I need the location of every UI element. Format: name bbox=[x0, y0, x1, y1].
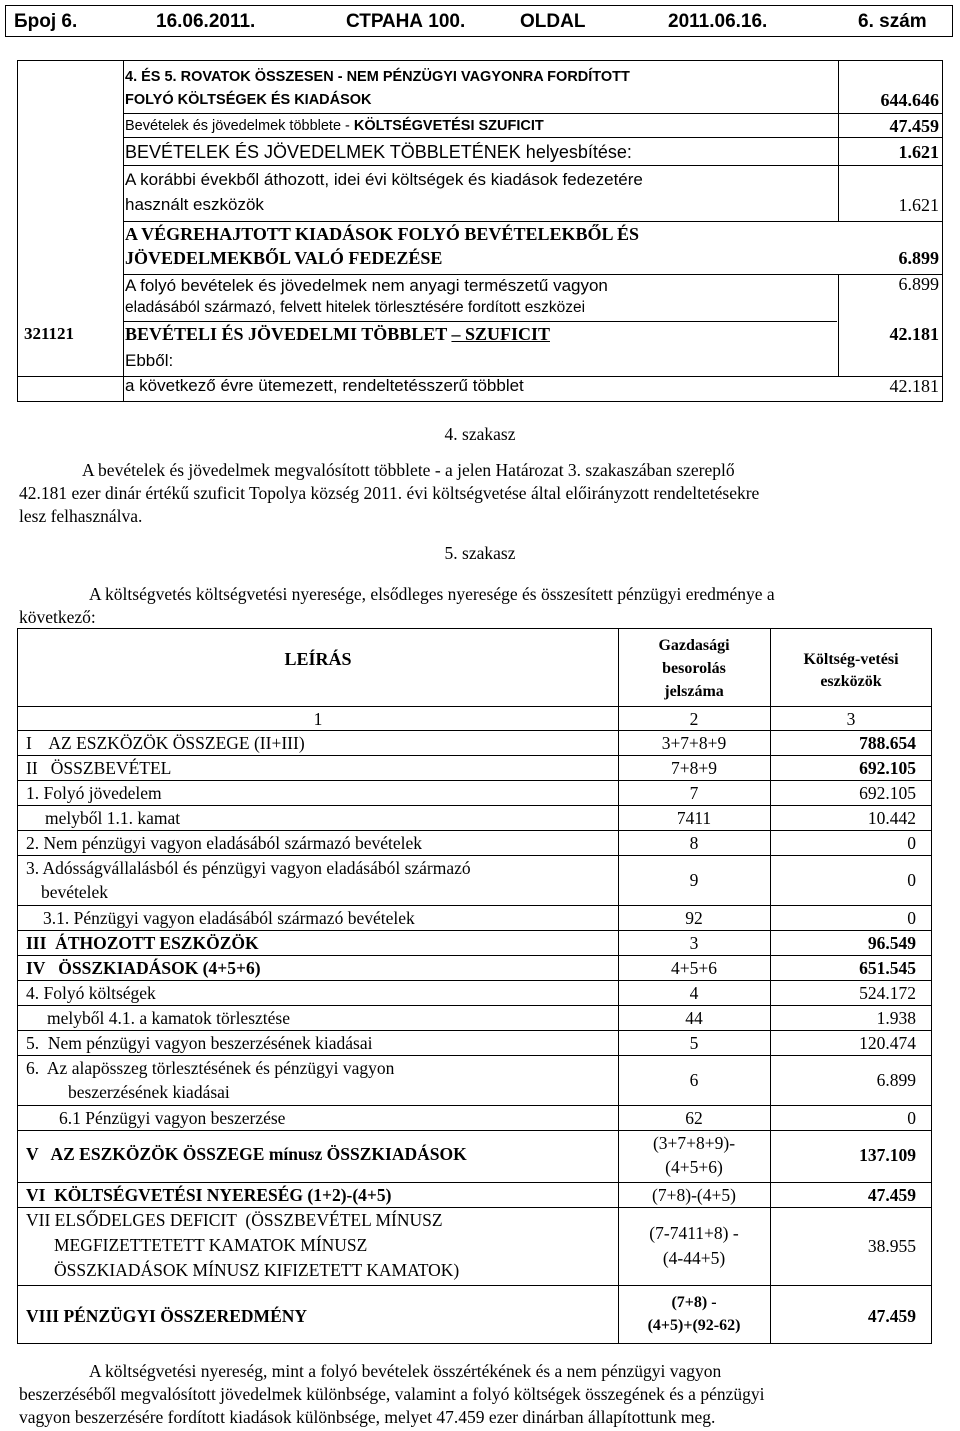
row-label-cont: a következő évre ütemezett, rendeltetésszerű többlet bbox=[125, 376, 524, 395]
table-row: VIII PÉNZÜGYI ÖSSZEREDMÉNY (7+8) - (4+5)+(92-62) 47.459 bbox=[18, 1285, 931, 1344]
closing-line3: vagyon beszerzésére fordított kiadások különbsége, melyet 47.459 ezer dinárban állapítottunk meg. bbox=[19, 1407, 716, 1427]
row-value: 47.459 bbox=[889, 116, 939, 136]
table-row: 2. Nem pénzügyi vagyon eladásából származó bevételek 8 0 bbox=[18, 830, 931, 856]
table-row: melyből 1.1. kamat 7411 10.442 bbox=[18, 805, 931, 831]
row-label: A korábbi évekből áthozott, idei évi költségek és kiadások fedezetére bbox=[125, 170, 643, 189]
table-row: V AZ ESZKÖZÖK ÖSSZEGE mínusz ÖSSZKIADÁSOK (3+7+8+9)- (4+5+6) 137.109 bbox=[18, 1130, 931, 1183]
head-code-l2: besorolás bbox=[662, 660, 726, 677]
table-row: 4. Folyó költségek 4 524.172 bbox=[18, 980, 931, 1006]
row-label: Ebből: bbox=[125, 351, 174, 370]
row-code: 321121 bbox=[24, 324, 75, 343]
head-code-l3: jelszáma bbox=[664, 683, 724, 700]
section-4-line1: A bevételek és jövedelmek megvalósított többlete - a jelen Határozat 3. szakaszában szereplő bbox=[82, 460, 735, 480]
row-value: 6.899 bbox=[898, 274, 939, 294]
row-value: 42.181 bbox=[889, 324, 939, 344]
section-5-line2: következő: bbox=[19, 607, 96, 627]
row-value: 42.181 bbox=[889, 376, 939, 396]
row-value: 1.621 bbox=[898, 142, 939, 162]
closing-line1: A költségvetési nyereség, mint a folyó bevételek összértékének és a nem pénzügyi vagyon bbox=[89, 1361, 722, 1381]
table-row: II ÖSSZBEVÉTEL 7+8+9 692.105 bbox=[18, 755, 931, 781]
header-strana: СТРАНА 100. bbox=[346, 11, 466, 32]
row-label: 4. ÉS 5. ROVATOK ÖSSZESEN - NEM PÉNZÜGYI VAGYONRA FORDÍTOTT bbox=[125, 69, 630, 85]
row-label: BEVÉTELI ÉS JÖVEDELMI TÖBBLET – SZUFICIT bbox=[125, 324, 550, 344]
table-row: I AZ ESZKÖZÖK ÖSSZEGE (II+III) 3+7+8+9 788.654 bbox=[18, 730, 931, 756]
header-oldal: OLDAL bbox=[520, 11, 586, 32]
row-value: 644.646 bbox=[880, 90, 939, 110]
table-row: VI KÖLTSÉGVETÉSI NYERESÉG (1+2)-(4+5) (7+8)-(4+5) 47.459 bbox=[18, 1182, 931, 1208]
table-row: 5. Nem pénzügyi vagyon beszerzésének kiadásai 5 120.474 bbox=[18, 1030, 931, 1056]
section-4-title: 4. szakasz bbox=[444, 424, 516, 444]
section-5-title: 5. szakasz bbox=[444, 543, 516, 563]
row-value: 6.899 bbox=[898, 248, 939, 268]
closing-line2: beszerzéséből megvalósított jövedelmek különbsége, valamint a folyó költségek összegének és a pénzügyi bbox=[19, 1384, 765, 1404]
header-szam: 6. szám bbox=[858, 11, 927, 32]
table-row: VII ELSŐDELGES DEFICIT (ÖSSZBEVÉTEL MÍNUSZ MEGFIZETTETETT KAMATOK MÍNUSZ ÖSSZKIADÁSOK MÍNUSZ KIFIZETETT KAMATOK) (7-7411+8) - (4-44+5) 38.955 bbox=[18, 1207, 931, 1286]
table-row: 6. Az alapösszeg törlesztésének és pénzügyi vagyon beszerzésének kiadásai 6 6.899 bbox=[18, 1055, 931, 1106]
results-table bbox=[17, 628, 932, 1344]
section-4-line3: lesz felhasználva. bbox=[19, 506, 143, 526]
head-code-l1: Gazdasági bbox=[658, 637, 730, 654]
head-value-l2: eszközök bbox=[820, 673, 882, 690]
table-row: 1 2 3 bbox=[18, 706, 931, 731]
table-row: 3. Adósságvállalásból és pénzügyi vagyon eladásából származó bevételek 9 0 bbox=[18, 855, 931, 906]
page-header bbox=[5, 5, 953, 37]
head-value-l1: Költség-vetési bbox=[803, 651, 899, 668]
table-row: IV ÖSSZKIADÁSOK (4+5+6) 4+5+6 651.545 bbox=[18, 955, 931, 981]
summary-table bbox=[17, 60, 943, 402]
row-label: Bevételek és jövedelmek többlete - KÖLTSÉGVETÉSI SZUFICIT bbox=[125, 118, 544, 134]
table-row: 6.1 Pénzügyi vagyon beszerzése 62 0 bbox=[18, 1105, 931, 1131]
header-date-sr: 16.06.2011. bbox=[156, 11, 256, 32]
row-value: 1.621 bbox=[898, 195, 939, 215]
table-row: melyből 4.1. a kamatok törlesztése 44 1.938 bbox=[18, 1005, 931, 1031]
row-label-cont: JÖVEDELMEKBŐL VALÓ FEDEZÉSE bbox=[125, 248, 443, 268]
row-label: A folyó bevételek és jövedelmek nem anyagi természetű vagyon bbox=[125, 276, 608, 295]
row-label-cont: FOLYÓ KÖLTSÉGEK ÉS KIADÁSOK bbox=[125, 92, 372, 108]
section-5-line1: A költségvetés költségvetési nyeresége, elsődleges nyeresége és összesített pénzügyi eredménye a bbox=[89, 584, 775, 604]
table-row: 3.1. Pénzügyi vagyon eladásából származó bevételek 92 0 bbox=[18, 905, 931, 931]
header-broj: Број 6. bbox=[14, 11, 78, 32]
row-label-cont: használt eszközök bbox=[125, 195, 264, 214]
table-row: III ÁTHOZOTT ESZKÖZÖK 3 96.549 bbox=[18, 930, 931, 956]
section-4-line2: 42.181 ezer dinár értékű szuficit Topolya község 2011. évi költségvetése által előirányzott rendeltetésekre bbox=[19, 483, 760, 503]
row-label: BEVÉTELEK ÉS JÖVEDELMEK TÖBBLETÉNEK helyesbítése: bbox=[125, 142, 632, 162]
header-date-hu: 2011.06.16. bbox=[668, 11, 768, 32]
table-row: 1. Folyó jövedelem 7 692.105 bbox=[18, 780, 931, 806]
row-label: A VÉGREHAJTOTT KIADÁSOK FOLYÓ BEVÉTELEKBŐL ÉS bbox=[125, 224, 640, 244]
head-description: LEÍRÁS bbox=[284, 649, 352, 669]
row-label-cont: eladásából származó, felvett hitelek törlesztésére fordított eszközei bbox=[125, 299, 586, 316]
